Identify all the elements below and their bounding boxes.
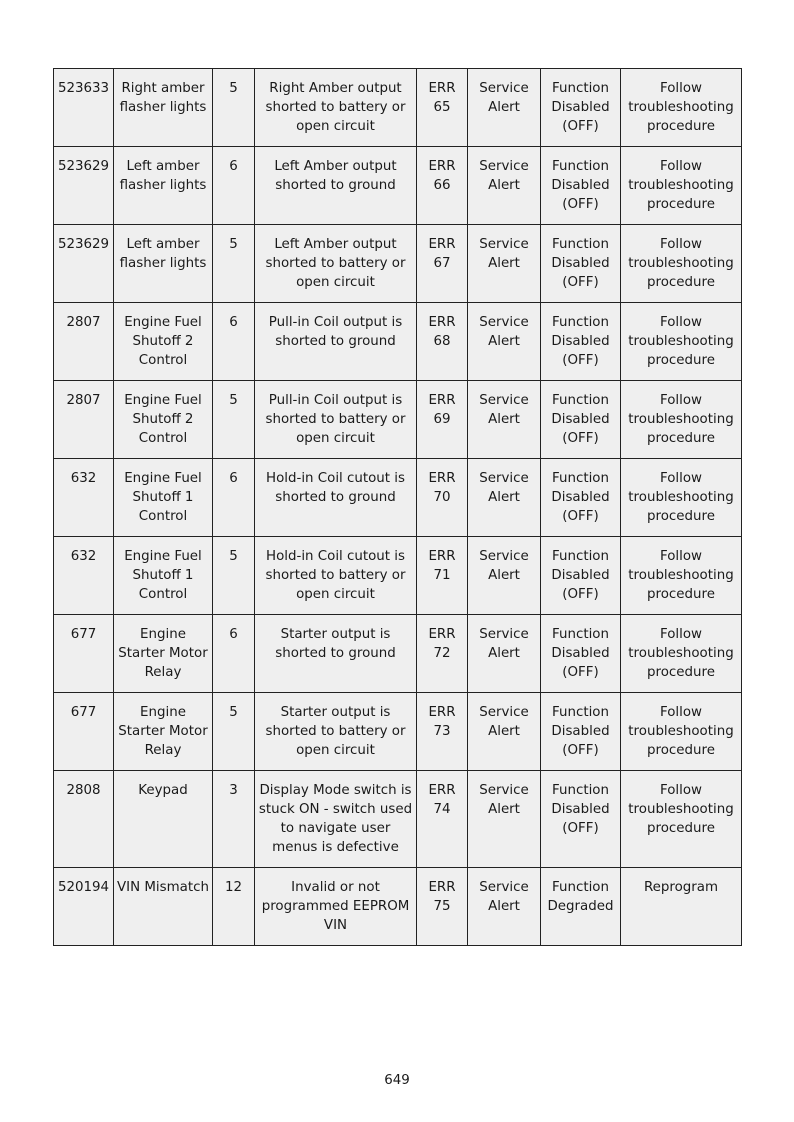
description-cell: Display Mode switch is stuck ON - switch used to navigate user menus is defective xyxy=(255,771,417,868)
table-row xyxy=(54,771,742,868)
fmi-cell: 12 xyxy=(213,868,255,946)
spn-cell: 677 xyxy=(54,615,114,693)
action-cell: Follow troubleshooting procedure xyxy=(621,147,742,225)
function-state-cell: Function Disabled (OFF) xyxy=(541,69,621,147)
action-cell: Follow troubleshooting procedure xyxy=(621,303,742,381)
alert-cell: Service Alert xyxy=(468,381,541,459)
table-row xyxy=(54,459,742,537)
component-cell: VIN Mismatch xyxy=(114,868,213,946)
fmi-cell: 6 xyxy=(213,147,255,225)
error-code-cell: ERR 71 xyxy=(417,537,468,615)
description-cell: Starter output is shorted to ground xyxy=(255,615,417,693)
action-cell: Follow troubleshooting procedure xyxy=(621,69,742,147)
description-cell: Invalid or not programmed EEPROM VIN xyxy=(255,868,417,946)
description-cell: Left Amber output shorted to battery or open circuit xyxy=(255,225,417,303)
error-code-cell: ERR 73 xyxy=(417,693,468,771)
spn-cell: 520194 xyxy=(54,868,114,946)
description-cell: Left Amber output shorted to ground xyxy=(255,147,417,225)
action-cell: Follow troubleshooting procedure xyxy=(621,459,742,537)
table-row xyxy=(54,537,742,615)
component-cell: Engine Fuel Shutoff 1 Control xyxy=(114,537,213,615)
action-cell: Reprogram xyxy=(621,868,742,946)
error-code-cell: ERR 67 xyxy=(417,225,468,303)
description-cell: Hold-in Coil cutout is shorted to battery or open circuit xyxy=(255,537,417,615)
fmi-cell: 6 xyxy=(213,303,255,381)
alert-cell: Service Alert xyxy=(468,771,541,868)
error-code-cell: ERR 66 xyxy=(417,147,468,225)
action-cell: Follow troubleshooting procedure xyxy=(621,693,742,771)
alert-cell: Service Alert xyxy=(468,69,541,147)
table-row xyxy=(54,225,742,303)
component-cell: Left amber flasher lights xyxy=(114,225,213,303)
action-cell: Follow troubleshooting procedure xyxy=(621,381,742,459)
description-cell: Right Amber output shorted to battery or open circuit xyxy=(255,69,417,147)
component-cell: Right amber flasher lights xyxy=(114,69,213,147)
component-cell: Engine Fuel Shutoff 2 Control xyxy=(114,381,213,459)
fmi-cell: 5 xyxy=(213,381,255,459)
fmi-cell: 5 xyxy=(213,693,255,771)
description-cell: Pull-in Coil output is shorted to ground xyxy=(255,303,417,381)
error-code-cell: ERR 65 xyxy=(417,69,468,147)
spn-cell: 523629 xyxy=(54,147,114,225)
table-row xyxy=(54,868,742,946)
action-cell: Follow troubleshooting procedure xyxy=(621,225,742,303)
function-state-cell: Function Disabled (OFF) xyxy=(541,459,621,537)
function-state-cell: Function Disabled (OFF) xyxy=(541,147,621,225)
function-state-cell: Function Disabled (OFF) xyxy=(541,615,621,693)
action-cell: Follow troubleshooting procedure xyxy=(621,537,742,615)
function-state-cell: Function Disabled (OFF) xyxy=(541,693,621,771)
alert-cell: Service Alert xyxy=(468,868,541,946)
description-cell: Pull-in Coil output is shorted to battery or open circuit xyxy=(255,381,417,459)
error-code-cell: ERR 68 xyxy=(417,303,468,381)
function-state-cell: Function Degraded xyxy=(541,868,621,946)
spn-cell: 523629 xyxy=(54,225,114,303)
error-code-cell: ERR 70 xyxy=(417,459,468,537)
fmi-cell: 5 xyxy=(213,537,255,615)
fmi-cell: 6 xyxy=(213,459,255,537)
function-state-cell: Function Disabled (OFF) xyxy=(541,381,621,459)
function-state-cell: Function Disabled (OFF) xyxy=(541,303,621,381)
fmi-cell: 3 xyxy=(213,771,255,868)
action-cell: Follow troubleshooting procedure xyxy=(621,615,742,693)
component-cell: Engine Starter Motor Relay xyxy=(114,693,213,771)
function-state-cell: Function Disabled (OFF) xyxy=(541,771,621,868)
error-code-cell: ERR 74 xyxy=(417,771,468,868)
spn-cell: 632 xyxy=(54,537,114,615)
function-state-cell: Function Disabled (OFF) xyxy=(541,225,621,303)
page-number: 649 xyxy=(384,1073,410,1088)
spn-cell: 677 xyxy=(54,693,114,771)
fault-table-body xyxy=(54,69,742,946)
alert-cell: Service Alert xyxy=(468,693,541,771)
table-row xyxy=(54,69,742,147)
table-row xyxy=(54,147,742,225)
fmi-cell: 6 xyxy=(213,615,255,693)
action-cell: Follow troubleshooting procedure xyxy=(621,771,742,868)
component-cell: Engine Starter Motor Relay xyxy=(114,615,213,693)
function-state-cell: Function Disabled (OFF) xyxy=(541,537,621,615)
table-row xyxy=(54,615,742,693)
component-cell: Keypad xyxy=(114,771,213,868)
spn-cell: 632 xyxy=(54,459,114,537)
spn-cell: 2808 xyxy=(54,771,114,868)
alert-cell: Service Alert xyxy=(468,303,541,381)
fmi-cell: 5 xyxy=(213,225,255,303)
description-cell: Hold-in Coil cutout is shorted to ground xyxy=(255,459,417,537)
alert-cell: Service Alert xyxy=(468,225,541,303)
table-row xyxy=(54,303,742,381)
error-code-cell: ERR 69 xyxy=(417,381,468,459)
description-cell: Starter output is shorted to battery or open circuit xyxy=(255,693,417,771)
spn-cell: 2807 xyxy=(54,303,114,381)
alert-cell: Service Alert xyxy=(468,459,541,537)
error-code-cell: ERR 75 xyxy=(417,868,468,946)
component-cell: Left amber flasher lights xyxy=(114,147,213,225)
spn-cell: 2807 xyxy=(54,381,114,459)
fault-code-table xyxy=(53,68,742,946)
fmi-cell: 5 xyxy=(213,69,255,147)
alert-cell: Service Alert xyxy=(468,615,541,693)
alert-cell: Service Alert xyxy=(468,537,541,615)
alert-cell: Service Alert xyxy=(468,147,541,225)
component-cell: Engine Fuel Shutoff 2 Control xyxy=(114,303,213,381)
spn-cell: 523633 xyxy=(54,69,114,147)
component-cell: Engine Fuel Shutoff 1 Control xyxy=(114,459,213,537)
table-row xyxy=(54,381,742,459)
table-row xyxy=(54,693,742,771)
error-code-cell: ERR 72 xyxy=(417,615,468,693)
